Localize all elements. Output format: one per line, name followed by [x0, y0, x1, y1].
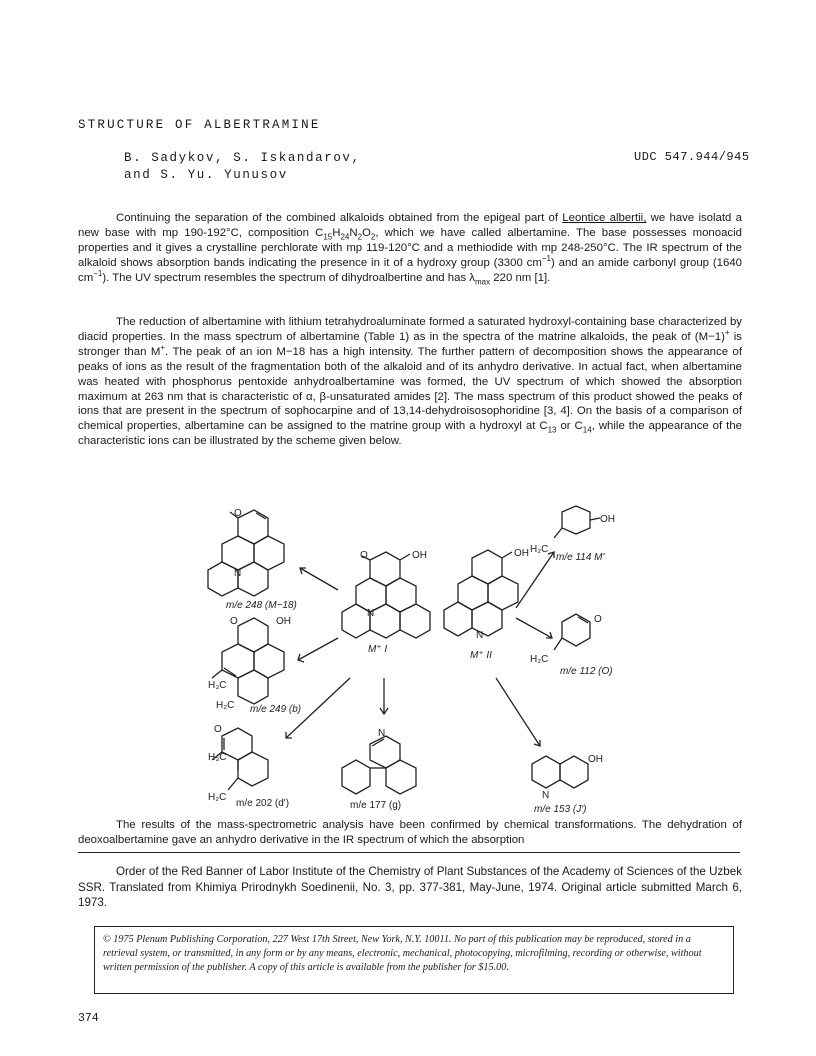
label-ion-177: m/e 177 (g) — [350, 800, 402, 811]
label-ion-248: m/e 248 (M−18) — [226, 600, 297, 611]
structure-248 — [208, 510, 284, 596]
label-n-248: N — [234, 568, 242, 579]
label-h2c-249: H₂C — [216, 700, 235, 711]
page-number: 374 — [78, 1012, 99, 1025]
fragmentation-scheme — [200, 498, 740, 816]
structure-M-II — [444, 550, 518, 636]
label-h2c-112: H₂C — [530, 654, 549, 665]
label-ion-202: m/e 202 (d') — [236, 798, 290, 809]
structure-114 — [554, 506, 600, 538]
label-o-248: O — [234, 508, 242, 519]
label-o-202: O — [214, 724, 222, 735]
authors-line-1: B. Sadykov, S. Iskandarov, — [124, 151, 361, 165]
udc-code: UDC 547.944/945 — [634, 150, 750, 164]
label-o-112: O — [594, 614, 602, 625]
authors — [124, 150, 361, 184]
article-title: STRUCTURE OF ALBERTRAMINE — [78, 118, 321, 132]
label-n-153: N — [542, 790, 550, 801]
label-n-177: N — [378, 728, 386, 739]
paragraph-3: The results of the mass-spectrometric analysis have been confirmed by chemical transformations. The dehydration of deoxoalbertamine gave an anhydro derivative in the IR spectrum of which the absorption — [78, 819, 742, 846]
footnote: Order of the Red Banner of Labor Institute of the Chemistry of Plant Substances of the Academy of Sciences of the Uzbek SSR. Translated from Khimiya Prirodnykh Soedinenii, No. 3, pp. 377-381, May-June, 1974. Original article submitted March 6, 1973. — [78, 865, 742, 909]
label-ion-MI: M⁺ I — [368, 644, 388, 655]
structure-177 — [342, 736, 416, 794]
label-ion-153: m/e 153 (J') — [534, 804, 587, 815]
label-h3c-249: H₃C — [208, 680, 227, 691]
label-o-MI: O — [360, 550, 368, 561]
structure-M-I — [342, 552, 430, 638]
structure-112 — [554, 614, 590, 650]
label-h2c-202: H₂C — [208, 792, 227, 803]
structure-153 — [532, 756, 588, 788]
species-name: Leontice albertii, — [562, 212, 647, 224]
label-h2c-114: H₂C — [530, 544, 549, 555]
label-ion-112: m/e 112 (O) — [560, 666, 613, 677]
label-ion-114: m/e 114 M' — [556, 552, 605, 563]
authors-line-2: and S. Yu. Yunusov — [124, 168, 288, 182]
copyright-box: © 1975 Plenum Publishing Corporation, 227 West 17th Street, New York, N.Y. 10011. No part of this publication may be reproduced, stored in a retrieval system, or transmitted, in any form or by any means, electronic, mechanical, photocopying, microfilming, recording or otherwise, without written permission of the publisher. A copy of this article is available from the publisher for $15.00. — [94, 926, 734, 994]
label-oh-153: OH — [588, 754, 603, 765]
label-n-MI: N — [367, 608, 375, 619]
label-oh-MII: OH — [514, 548, 529, 559]
scheme-arrows — [286, 552, 554, 746]
label-oh-114: OH — [600, 514, 615, 525]
label-oh-MI: OH — [412, 550, 427, 561]
label-ion-MII: M⁺ II — [470, 650, 492, 661]
label-o-249: O — [230, 616, 238, 627]
label-h3c-202: H₃C — [208, 752, 227, 763]
label-oh-249: OH — [276, 616, 291, 627]
paragraph-1: Continuing the separation of the combined alkaloids obtained from the epigeal part of Leontice albertii, we have isolatd a new base with mp 190-192°C, composition $C_{15}H_{24}N_2O_2$, which we have called albertamine. The base possesses monoacid properties and it gives a crystalline perchlorate with mp 119-120°C and a methiodide with mp 248-250°C. The IR spectrum of the alkaloid shows absorption bands indicating the presence in it of a hydroxy group (3300 $cm^{-1}$) and an amide carbonyl group (1640 $cm^{-1}$). The UV spectrum resembles the spectrum of dihydroalbertine and has $\lambda_{max}$ 220 nm [1]. — [78, 212, 742, 286]
label-n-MII: N — [476, 630, 484, 641]
paragraph-2: The reduction of albertamine with lithium tetrahydroaluminate formed a saturated hydroxyl-containing base characterized by diacid properties. In the mass spectrum of albertamine (Table 1) as in the spectra of the matrine alkaloids, the peak of (M−1)+ is stronger than M+. The peak of an ion M−18 has a high intensity. The further pattern of decomposition shows the appearance of peaks of ions as the result of the fragmentation both of the alkaloid and of its anhydro derivative. In actual fact, when albertamine was heated with phosphorus pentoxide anhydroalbertamine was formed, the UV spectrum of which showed the absorption maximum at 263 nm that is characteristic of α, β-unsaturated amides [2]. The mass spectrum of this product showed the peaks of ions that are present in the spectrum of sophocarpine and of 13,14-dehydroisosophoridine [3, 4]. On the basis of a comparison of chemical properties, albertamine can be assigned to the matrine group with a hydroxyl at $C_{13}$ or $C_{14}$, while the appearance of the characteristic ions can be illustrated by the scheme given below. — [78, 316, 742, 448]
label-ion-249: m/e 249 (b) — [250, 704, 302, 715]
structure-249 — [212, 618, 284, 704]
footnote-divider — [78, 852, 740, 853]
